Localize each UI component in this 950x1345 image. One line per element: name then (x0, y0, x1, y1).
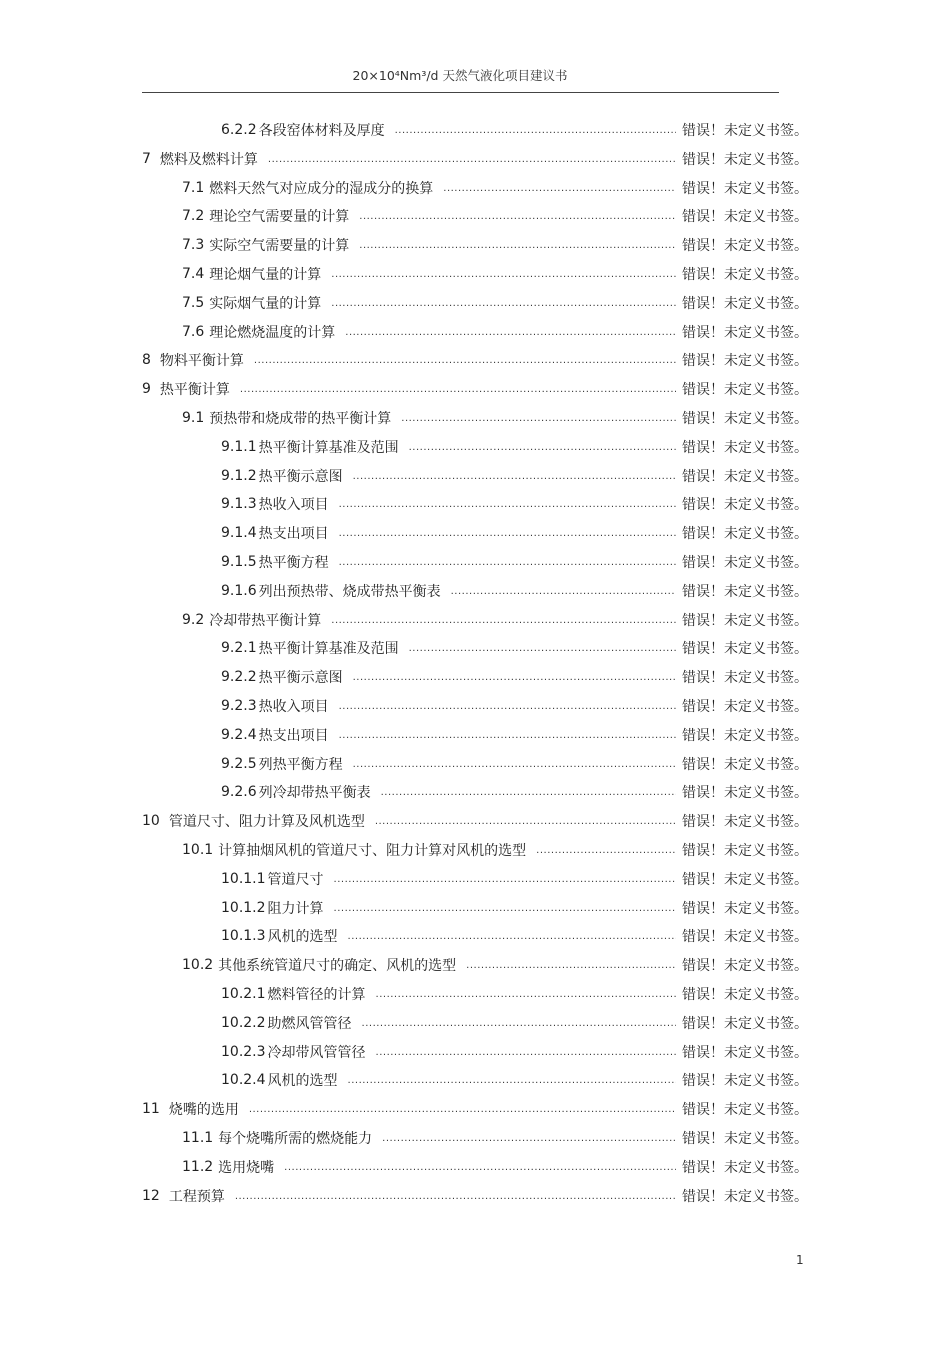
toc-entry-page-ref: 错误！未定义书签。 (682, 411, 808, 427)
toc-entry[interactable] (221, 869, 808, 889)
toc-entry[interactable] (221, 466, 808, 486)
toc-entry-number: 9.2 (182, 611, 205, 628)
toc-entry-title: 燃料管径的计算 (267, 987, 366, 1003)
toc-entry-title: 热支出项目 (258, 727, 329, 744)
toc-entry[interactable] (182, 264, 808, 284)
toc-entry-title: 计算抽烟风机的管道尺寸、阻力计算对风机的选型 (218, 843, 527, 859)
toc-entry-title: 风机的选型 (267, 929, 338, 946)
toc-entry[interactable] (221, 638, 808, 658)
toc-entry[interactable] (221, 782, 808, 802)
dot-leader (401, 408, 676, 428)
toc-entry-page-ref: 错误！未定义书签。 (682, 1073, 808, 1090)
dot-leader (345, 322, 676, 342)
toc-entry-number: 9.2.6 (221, 784, 257, 801)
dot-leader (339, 725, 676, 745)
dot-leader (409, 437, 676, 457)
toc-entry-title: 热收入项目 (258, 497, 329, 514)
dot-leader (359, 206, 676, 226)
toc-entry-title: 各段窑体材料及厚度 (258, 123, 385, 139)
toc-entry[interactable] (182, 840, 808, 860)
toc-entry-page-ref: 错误！未定义书签。 (682, 843, 808, 859)
toc-entry[interactable] (221, 1070, 808, 1090)
toc-entry-title: 理论燃烧温度的计算 (209, 324, 336, 341)
dot-leader (359, 235, 676, 255)
dot-leader (443, 178, 676, 198)
toc-entry[interactable] (221, 1013, 808, 1033)
toc-entry-number: 10.2.4 (221, 1072, 266, 1089)
toc-entry-page-ref: 错误！未定义书签。 (682, 641, 808, 658)
dot-leader (235, 1186, 676, 1206)
dot-leader (409, 638, 676, 658)
toc-entry-title: 实际烟气量的计算 (209, 295, 322, 312)
toc-entry-number: 9.2.4 (221, 726, 257, 743)
toc-entry-title: 热支出项目 (258, 526, 329, 543)
toc-entry-number: 10.2.2 (221, 1014, 266, 1031)
toc-entry-title: 预热带和烧成带的热平衡计算 (209, 411, 392, 427)
dot-leader (353, 667, 676, 687)
toc-entry-number: 9.1.6 (221, 582, 257, 599)
dot-leader (348, 1070, 676, 1090)
toc-entry-title: 热平衡计算基准及范围 (258, 439, 399, 456)
running-header: 20×10⁴Nm³/d 天然气液化项目建议书 (352, 68, 568, 83)
toc-entry-page-ref: 错误！未定义书签。 (682, 583, 808, 600)
toc-entry-number: 9.1.5 (221, 554, 257, 570)
dot-leader (376, 984, 676, 1004)
toc-entry-number: 10.2.1 (221, 986, 266, 1002)
dot-leader (331, 264, 676, 284)
toc-entry-title: 冷却带风管管径 (267, 1044, 366, 1061)
toc-entry-page-ref: 错误！未定义书签。 (682, 871, 808, 888)
toc-entry-title: 管道尺寸 (267, 871, 324, 888)
dot-leader (268, 149, 676, 169)
dot-leader (334, 869, 676, 889)
toc-entry-title: 理论空气需要量的计算 (209, 209, 350, 226)
toc-entry-title: 热平衡计算基准及范围 (258, 641, 399, 658)
toc-entry-page-ref: 错误！未定义书签。 (682, 468, 808, 485)
toc-entry-page-ref: 错误！未定义书签。 (682, 382, 808, 399)
toc-entry-number: 10.1.2 (221, 899, 266, 916)
toc-entry-page-ref: 错误！未定义书签。 (682, 1044, 808, 1061)
toc-entry[interactable] (182, 610, 808, 630)
dot-leader (376, 1042, 676, 1062)
toc-entry-number: 11.1 (182, 1130, 214, 1146)
toc-entry[interactable] (221, 754, 808, 774)
toc-entry-title: 冷却带热平衡计算 (209, 612, 322, 629)
toc-entry-page-ref: 错误！未定义书签。 (682, 238, 808, 255)
toc-entry[interactable] (221, 696, 808, 716)
toc-entry-number: 7.3 (182, 237, 205, 254)
toc-entry-title: 工程预算 (168, 1188, 225, 1205)
dot-leader (451, 581, 676, 601)
dot-leader (536, 840, 676, 860)
toc-entry[interactable] (221, 667, 808, 687)
toc-entry-page-ref: 错误！未定义书签。 (682, 526, 808, 543)
dot-leader (466, 955, 676, 975)
toc-entry-number: 9.1.2 (221, 467, 257, 484)
toc-entry-page-ref: 错误！未定义书签。 (682, 295, 808, 312)
toc-entry-number: 11.2 (182, 1158, 214, 1175)
dot-leader (334, 898, 676, 918)
toc-entry[interactable] (182, 178, 808, 198)
toc-entry[interactable] (142, 811, 808, 831)
toc-entry-title: 其他系统管道尺寸的确定、风机的选型 (218, 958, 457, 975)
toc-entry-page-ref: 错误！未定义书签。 (682, 958, 808, 975)
toc-entry-title: 管道尺寸、阻力计算及风机选型 (168, 814, 365, 831)
toc-entry-page-ref: 错误！未定义书签。 (682, 123, 808, 139)
toc-entry[interactable] (182, 235, 808, 255)
toc-entry[interactable] (221, 725, 808, 745)
toc-entry-number: 9.1 (182, 410, 205, 426)
toc-entry-number: 10.1.1 (221, 870, 266, 887)
toc-entry-number: 7.1 (182, 179, 205, 196)
toc-entry[interactable] (142, 379, 808, 399)
toc-entry-title: 物料平衡计算 (159, 353, 244, 370)
dot-leader (339, 552, 676, 572)
toc-entry-page-ref: 错误！未定义书签。 (682, 1131, 808, 1147)
toc-entry[interactable] (182, 206, 808, 226)
toc-entry-number: 10 (142, 813, 160, 830)
dot-leader (339, 696, 676, 716)
toc-entry[interactable] (221, 1042, 808, 1062)
toc-entry[interactable] (221, 898, 808, 918)
toc-entry-number: 7.6 (182, 323, 205, 340)
toc-entry-page-ref: 错误！未定义书签。 (682, 1102, 808, 1119)
toc-entry-title: 选用烧嘴 (218, 1159, 275, 1176)
toc-entry-page-ref: 错误！未定义书签。 (682, 612, 808, 629)
toc-entry-number: 9.2.1 (221, 640, 257, 657)
dot-leader (249, 1099, 676, 1119)
dot-leader (382, 1128, 676, 1148)
toc-entry-page-ref: 错误！未定义书签。 (682, 180, 808, 197)
toc-entry-page-ref: 错误！未定义书签。 (682, 929, 808, 946)
toc-entry-number: 9.2.2 (221, 669, 257, 686)
dot-leader (353, 466, 676, 486)
toc-entry-page-ref: 错误！未定义书签。 (682, 267, 808, 283)
toc-entry[interactable] (142, 1186, 808, 1206)
toc-entry-page-ref: 错误！未定义书签。 (682, 1159, 808, 1176)
dot-leader (339, 494, 676, 514)
toc-entry[interactable] (182, 1157, 808, 1177)
toc-entry-page-ref: 错误！未定义书签。 (682, 670, 808, 687)
toc-entry-number: 9 (142, 381, 151, 398)
toc-entry-title: 热收入项目 (258, 699, 329, 715)
toc-entry-title: 燃料天然气对应成分的湿成分的换算 (209, 180, 434, 197)
toc-entry-page-ref: 错误！未定义书签。 (682, 900, 808, 917)
toc-entry-number: 8 (142, 352, 151, 369)
toc-entry-number: 9.2.3 (221, 698, 257, 714)
toc-entry[interactable] (182, 408, 808, 428)
toc-entry-title: 列热平衡方程 (258, 756, 343, 773)
toc-entry-page-ref: 错误！未定义书签。 (682, 555, 808, 571)
dot-leader (254, 350, 676, 370)
toc-entry-number: 9.1.4 (221, 525, 257, 542)
toc-entry[interactable] (221, 984, 808, 1004)
toc-entry-number: 6.2.2 (221, 122, 257, 138)
toc-entry[interactable] (221, 437, 808, 457)
toc-entry[interactable] (142, 1099, 808, 1119)
toc-entry-title: 热平衡方程 (258, 555, 329, 571)
toc-entry-number: 11 (142, 1101, 160, 1118)
toc-entry-title: 阻力计算 (267, 900, 324, 917)
toc-entry-title: 每个烧嘴所需的燃烧能力 (218, 1131, 373, 1147)
toc-entry-number: 7.2 (182, 208, 205, 225)
header-rule (142, 92, 779, 93)
toc-entry-title: 实际空气需要量的计算 (209, 238, 350, 255)
toc-entry-page-ref: 错误！未定义书签。 (682, 497, 808, 514)
toc-entry-title: 烧嘴的选用 (168, 1102, 239, 1119)
toc-entry-page-ref: 错误！未定义书签。 (682, 439, 808, 456)
toc-entry-number: 7.5 (182, 294, 205, 311)
toc-entry-number: 7.4 (182, 266, 205, 282)
toc-entry-number: 9.2.5 (221, 755, 257, 772)
toc-entry-page-ref: 错误！未定义书签。 (682, 814, 808, 831)
dot-leader (339, 523, 676, 543)
toc-entry-title: 列出预热带、烧成带热平衡表 (258, 583, 441, 600)
toc-entry-title: 燃料及燃料计算 (159, 151, 258, 168)
toc-entry-title: 热平衡示意图 (258, 670, 343, 687)
toc-entry-page-ref: 错误！未定义书签。 (682, 1188, 808, 1205)
toc-entry-title: 助燃风管管径 (267, 1015, 352, 1032)
dot-leader (353, 754, 676, 774)
toc-entry[interactable] (221, 120, 808, 140)
toc-entry-page-ref: 错误！未定义书签。 (682, 727, 808, 744)
page-number: 1 (796, 1253, 804, 1267)
toc-entry[interactable] (142, 350, 808, 370)
toc-entry-number: 10.1 (182, 842, 214, 858)
toc-entry-page-ref: 错误！未定义书签。 (682, 324, 808, 341)
toc-entry[interactable] (182, 322, 808, 342)
toc-entry[interactable] (221, 552, 808, 572)
toc-entry[interactable] (142, 149, 808, 169)
toc-entry[interactable] (221, 494, 808, 514)
toc-entry-number: 9.1.1 (221, 438, 257, 455)
toc-entry-title: 热平衡计算 (159, 382, 230, 399)
toc-entry-page-ref: 错误！未定义书签。 (682, 699, 808, 715)
dot-leader (395, 120, 676, 140)
dot-leader (284, 1157, 676, 1177)
toc-entry-title: 风机的选型 (267, 1073, 338, 1090)
toc-entry-title: 热平衡示意图 (258, 468, 343, 485)
toc-entry-page-ref: 错误！未定义书签。 (682, 209, 808, 226)
toc-entry-page-ref: 错误！未定义书签。 (682, 756, 808, 773)
toc-entry-page-ref: 错误！未定义书签。 (682, 151, 808, 168)
toc-entry-page-ref: 错误！未定义书签。 (682, 1015, 808, 1032)
toc-entry[interactable] (221, 926, 808, 946)
toc-entry-number: 7 (142, 150, 151, 167)
toc-entry-number: 12 (142, 1187, 160, 1204)
toc-entry-number: 10.2.3 (221, 1043, 266, 1060)
dot-leader (240, 379, 676, 399)
toc-entry[interactable] (221, 523, 808, 543)
toc-entry-page-ref: 错误！未定义书签。 (682, 353, 808, 370)
toc-entry-page-ref: 错误！未定义书签。 (682, 785, 808, 802)
toc-entry-number: 9.1.3 (221, 496, 257, 513)
dot-leader (331, 610, 676, 630)
toc-entry[interactable] (221, 581, 808, 601)
dot-leader (381, 782, 676, 802)
toc-entry-title: 列冷却带热平衡表 (258, 785, 371, 802)
toc-entry[interactable] (182, 955, 808, 975)
dot-leader (362, 1013, 676, 1033)
toc-entry[interactable] (182, 293, 808, 313)
dot-leader (331, 293, 676, 313)
dot-leader (375, 811, 676, 831)
toc-entry[interactable] (182, 1128, 808, 1148)
dot-leader (348, 926, 676, 946)
toc-entry-number: 10.1.3 (221, 928, 266, 945)
toc-entry-page-ref: 错误！未定义书签。 (682, 987, 808, 1003)
toc-entry-title: 理论烟气量的计算 (209, 267, 322, 283)
toc-entry-number: 10.2 (182, 957, 214, 974)
